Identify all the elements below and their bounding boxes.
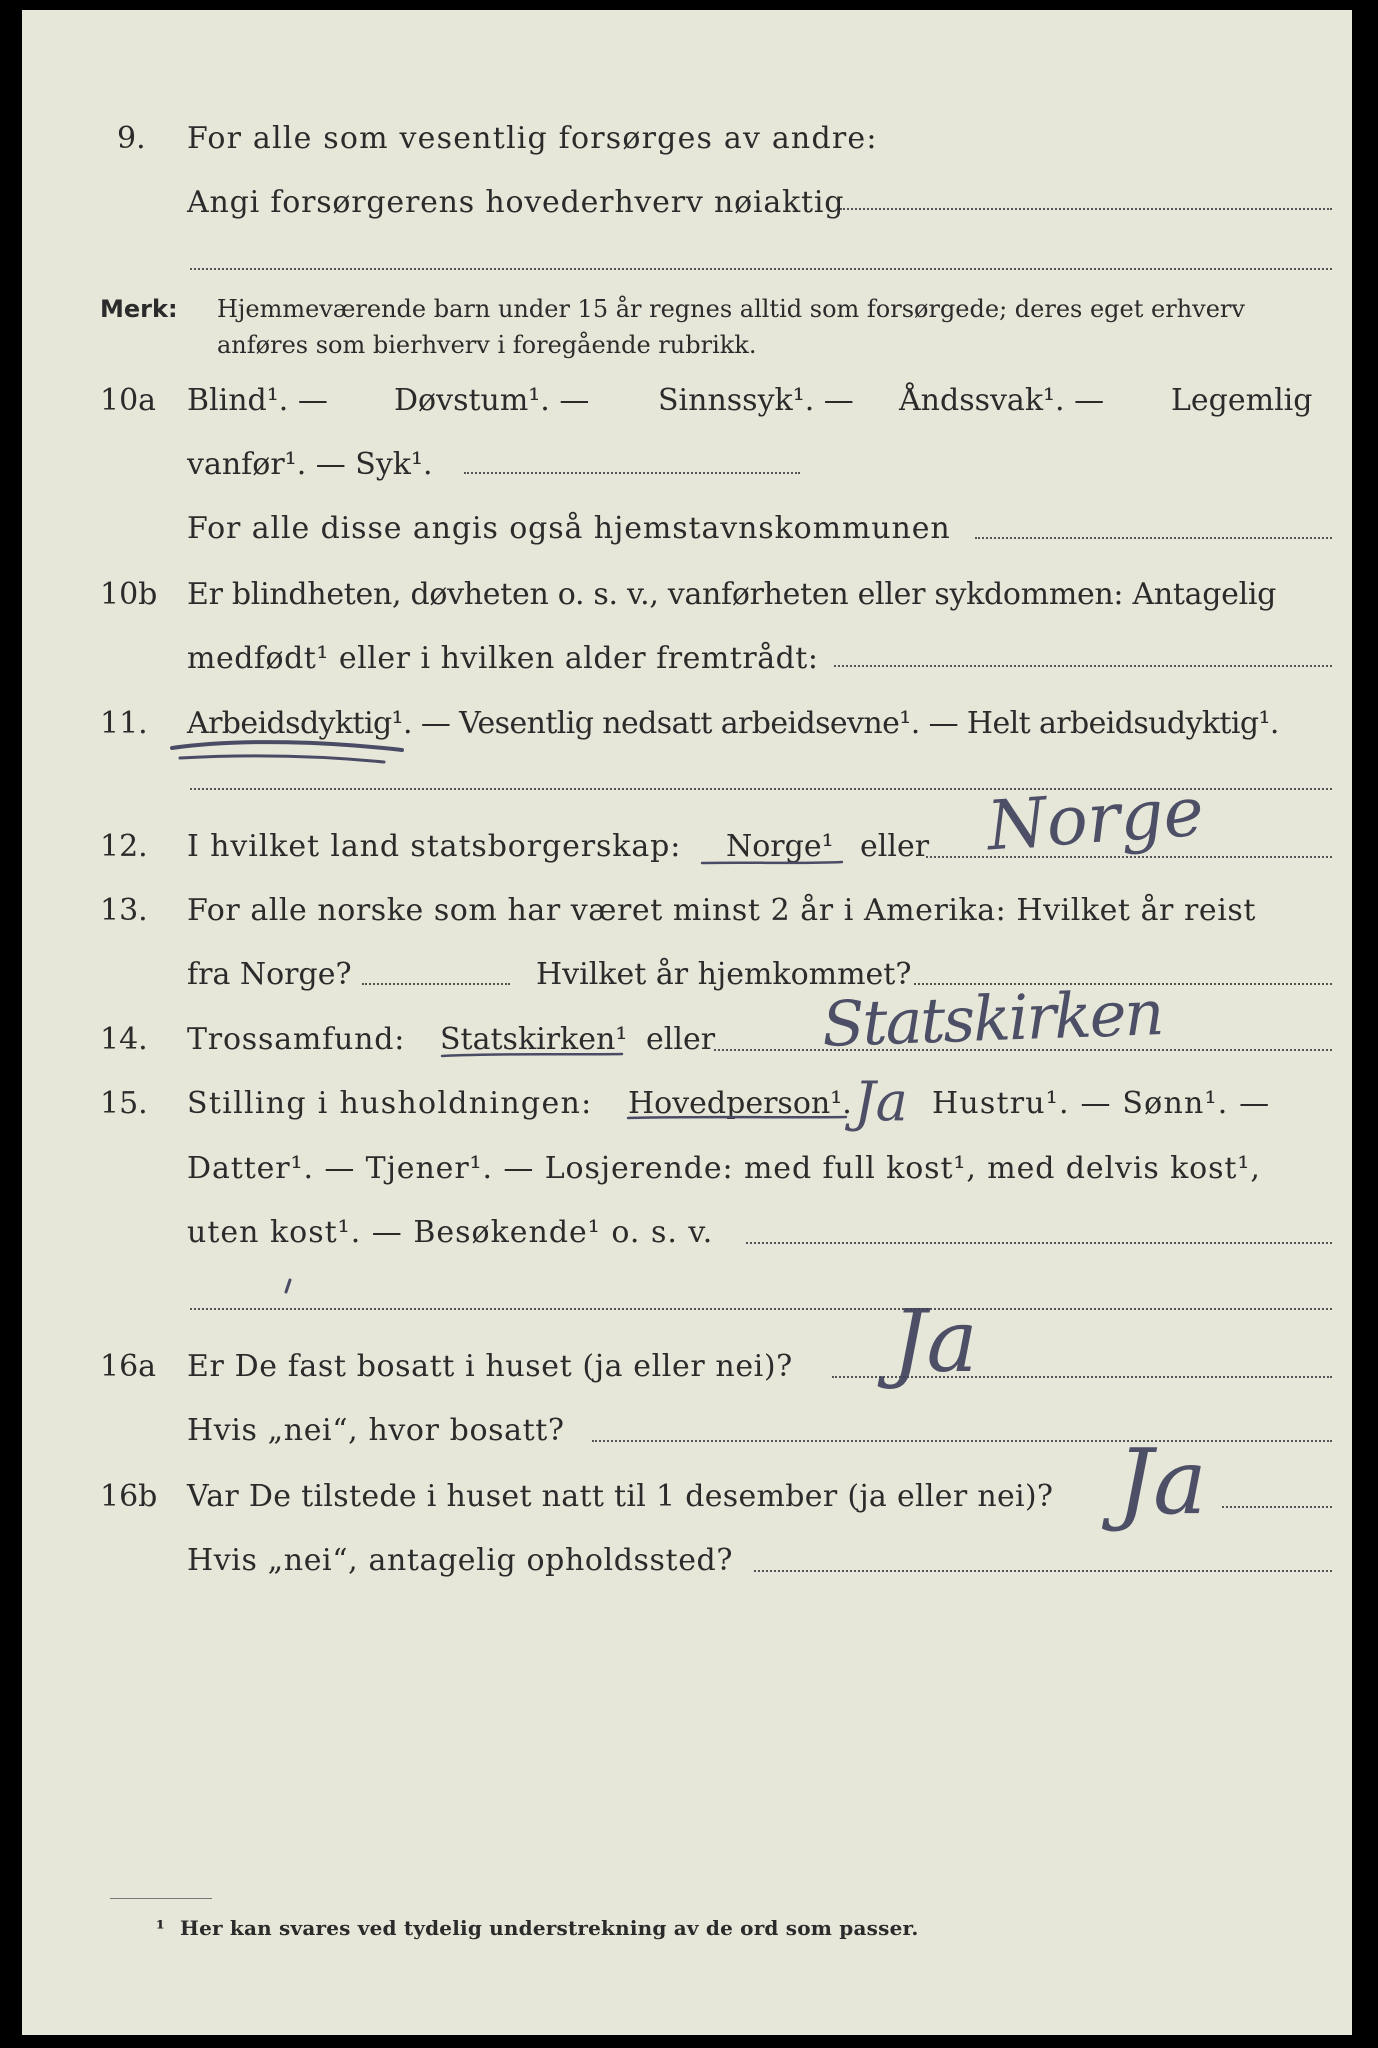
q10a-dovstum: Døvstum¹. — bbox=[394, 383, 590, 418]
pencil-marks bbox=[22, 10, 1352, 2035]
q16b-handwritten-answer: Ja bbox=[1117, 1430, 1207, 1535]
q15-line3: uten kost¹. — Besøkende¹ o. s. v. bbox=[187, 1215, 714, 1250]
q15-label: Stilling i husholdningen: bbox=[187, 1086, 593, 1121]
q15-line2: Datter¹. — Tjener¹. — Losjerende: med full kost¹, med delvis kost¹, bbox=[187, 1151, 1261, 1186]
q14-underline-stroke bbox=[442, 1054, 622, 1056]
q15-rest1: Hustru¹. — Sønn¹. — bbox=[932, 1086, 1271, 1121]
q11-underline-stroke bbox=[172, 742, 402, 750]
q16a-number: 16a bbox=[100, 1349, 157, 1384]
form-card bbox=[22, 10, 1352, 2035]
q12-norge-option: Norge¹ bbox=[726, 829, 834, 864]
q10b-line1: Er blindheten, døvheten o. s. v., vanførheten eller sykdommen: Antagelig bbox=[187, 577, 1277, 612]
census-form-page bbox=[22, 10, 1352, 2035]
q12-line1: I hvilket land statsborgerskap: bbox=[187, 829, 682, 864]
q15-underline-stroke bbox=[628, 1117, 846, 1118]
q13-line1: For alle norske som har været minst 2 år i Amerika: Hvilket år reist bbox=[187, 893, 1256, 928]
q15-handwritten-answer: Ja bbox=[854, 1070, 908, 1133]
q16b-number: 16b bbox=[100, 1479, 158, 1514]
q13-line2b: Hvilket år hjemkommet? bbox=[536, 957, 912, 992]
q14-handwritten-answer: Statskirken bbox=[820, 976, 1164, 1061]
q16b-line2: Hvis „nei“, antagelig opholdssted? bbox=[187, 1543, 734, 1578]
q9-number: 9. bbox=[117, 121, 146, 156]
q10a-legemlig: Legemlig bbox=[1171, 383, 1313, 418]
q10a-blind: Blind¹. — bbox=[187, 383, 328, 418]
q16a-handwritten-answer: Ja bbox=[892, 1292, 978, 1392]
merk-label: Merk: bbox=[100, 295, 178, 323]
q12-underline-stroke bbox=[702, 862, 842, 863]
q11-line1: Arbeidsdyktig¹. — Vesentlig nedsatt arbeidsevne¹. — Helt arbeidsudyktig¹. bbox=[187, 706, 1279, 741]
q14-eller: eller bbox=[646, 1022, 716, 1057]
q14-label: Trossamfund: bbox=[187, 1022, 406, 1057]
q16a-line2: Hvis „nei“, hvor bosatt? bbox=[187, 1413, 565, 1448]
q13-line2a: fra Norge? bbox=[187, 957, 352, 992]
q10a-sinnssyk: Sinnssyk¹. — bbox=[658, 383, 854, 418]
q16b-line1: Var De tilstede i huset natt til 1 desember (ja eller nei)? bbox=[187, 1479, 1054, 1514]
q12-number: 12. bbox=[100, 829, 148, 864]
q11-number: 11. bbox=[100, 706, 148, 741]
q10a-number: 10a bbox=[100, 383, 157, 418]
q15-hovedperson-option: Hovedperson¹. bbox=[628, 1086, 852, 1121]
q15-number: 15. bbox=[100, 1086, 148, 1121]
q13-number: 13. bbox=[100, 893, 148, 928]
q14-statskirken-option: Statskirken¹ bbox=[440, 1022, 628, 1057]
q9-line1: For alle som vesentlig forsørges av andre: bbox=[187, 121, 878, 156]
q14-number: 14. bbox=[100, 1022, 148, 1057]
q9-line2: Angi forsørgerens hovederhverv nøiaktig bbox=[187, 185, 845, 220]
q10a-line3: For alle disse angis også hjemstavnskommunen bbox=[187, 511, 951, 546]
stray-pencil-mark bbox=[286, 1280, 290, 1292]
merk-line1: Hjemmeværende barn under 15 år regnes alltid som forsørgede; deres eget erhverv bbox=[217, 295, 1245, 323]
q10a-line2: vanfør¹. — Syk¹. bbox=[187, 447, 433, 482]
merk-line2: anføres som bierhverv i foregående rubrikk. bbox=[217, 331, 757, 359]
q10b-line2: medfødt¹ eller i hvilken alder fremtrådt: bbox=[187, 641, 819, 676]
footnote-mark: ¹ bbox=[156, 1916, 165, 1940]
q11-underline-stroke-2 bbox=[180, 756, 384, 762]
q12-handwritten-answer: Norge bbox=[984, 772, 1207, 867]
q12-eller: eller bbox=[860, 829, 930, 864]
q10b-number: 10b bbox=[100, 577, 158, 612]
footnote-text: Her kan svares ved tydelig understrekning av de ord som passer. bbox=[180, 1916, 919, 1940]
q16a-line1: Er De fast bosatt i huset (ja eller nei)? bbox=[187, 1349, 793, 1384]
q10a-andssvak: Åndssvak¹. — bbox=[899, 383, 1105, 418]
